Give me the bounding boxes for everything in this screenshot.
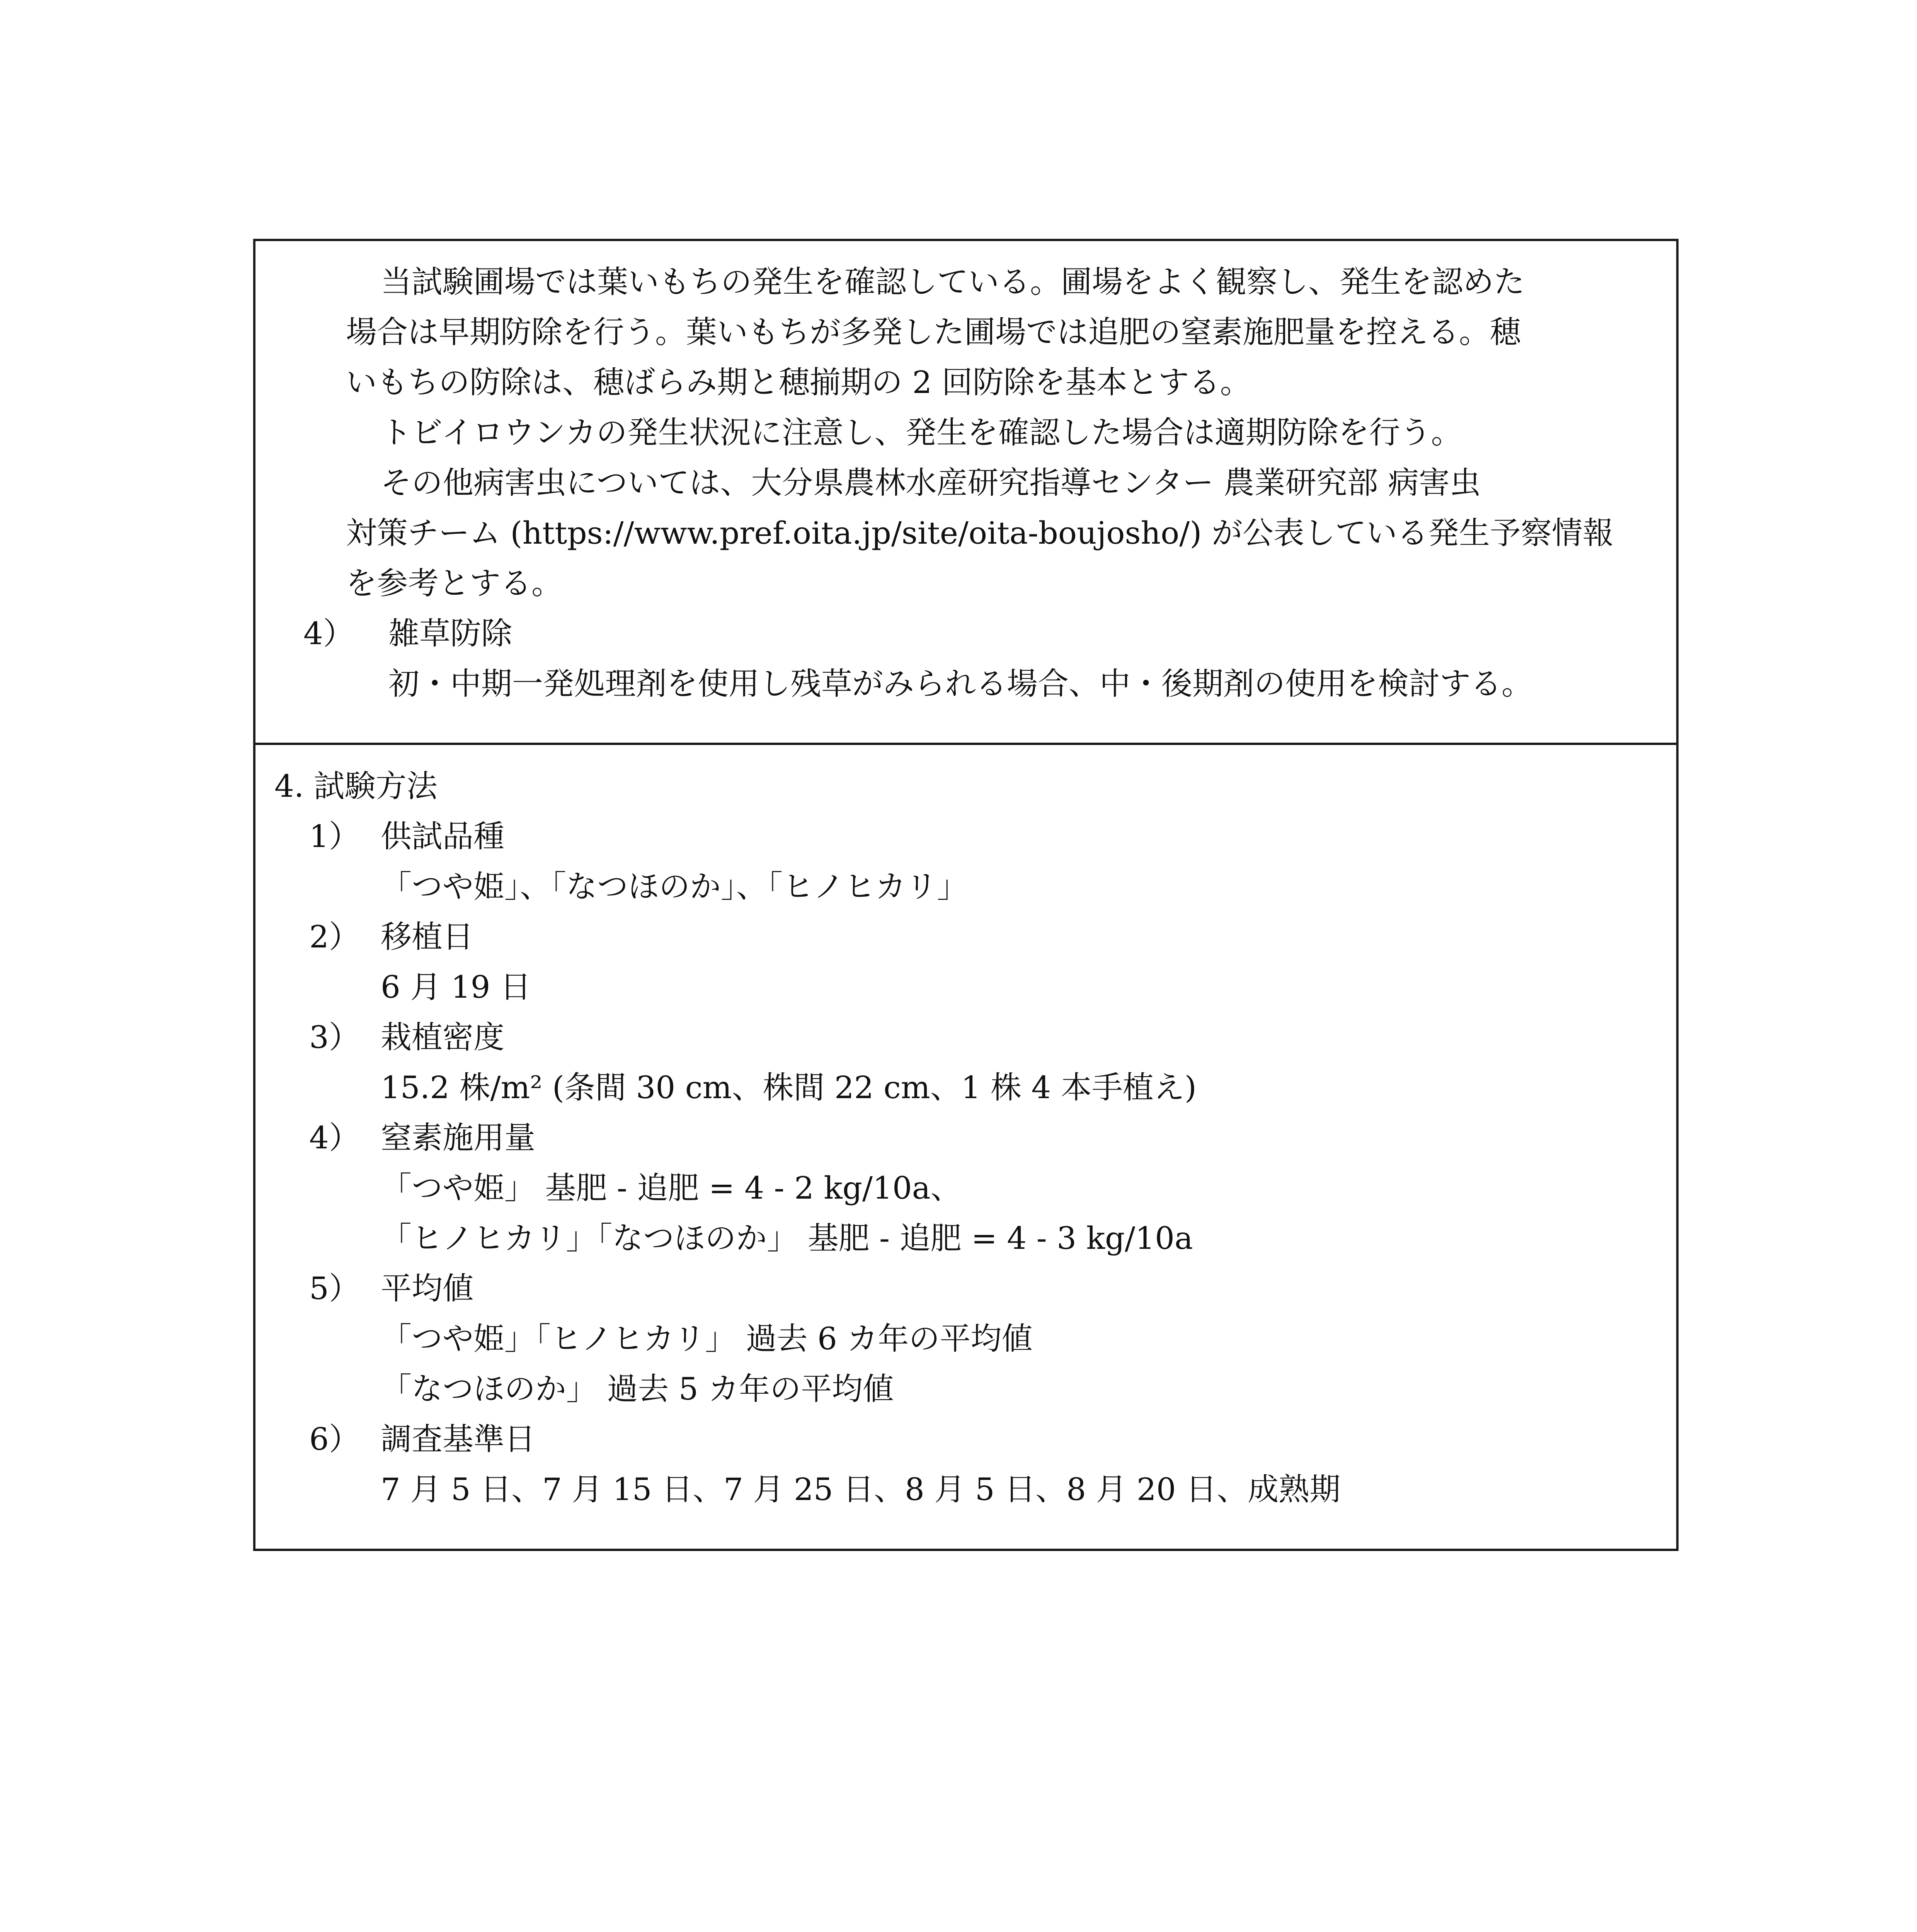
test-method-heading: 4. 試験方法: [274, 768, 438, 804]
weed-control-title: 雑草防除: [388, 616, 512, 651]
item-4-title: 窒素施用量: [381, 1120, 535, 1156]
paragraph-3-line-1: その他病害虫については、大分県農林水産研究指導センター 農業研究部 病害虫: [381, 465, 1481, 501]
item-4-value-2: 「ヒノヒカリ」「なつほのか」 基肥 - 追肥 = 4 - 3 kg/10a: [381, 1220, 1193, 1256]
item-4-value-1: 「つや姫」 基肥 - 追肥 = 4 - 2 kg/10a、: [381, 1170, 962, 1206]
weed-control-body: 初・中期一発処理剤を使用し残草がみられる場合、中・後期剤の使用を検討する。: [388, 666, 1532, 702]
paragraph-1-line-2: 場合は早期防除を行う。葉いもちが多発した圃場では追肥の窒素施肥量を控える。穂: [346, 314, 1521, 350]
paragraph-1-line-3: いもちの防除は、穂ばらみ期と穂揃期の 2 回防除を基本とする。: [346, 364, 1251, 400]
item-5-title: 平均値: [381, 1270, 473, 1306]
paragraph-3-line-3: を参考とする。: [346, 565, 562, 601]
item-6-value: 7 月 5 日、7 月 15 日、7 月 25 日、8 月 5 日、8 月 20 日、成熟期: [381, 1471, 1341, 1507]
item-6-title: 調査基準日: [381, 1421, 535, 1457]
paragraph-3-line-2: 対策チーム (https://www.pref.oita.jp/site/oita-boujosho/) が公表している発生予察情報: [346, 515, 1614, 551]
item-3-number: 3）: [309, 1019, 360, 1055]
item-1-number: 1）: [309, 818, 360, 854]
item-3-title: 栽植密度: [381, 1019, 504, 1055]
item-2-value: 6 月 19 日: [381, 969, 531, 1005]
item-2-number: 2）: [309, 919, 360, 955]
item-5-number: 5）: [309, 1270, 360, 1306]
item-6-number: 6）: [309, 1421, 360, 1457]
item-5-value-2: 「なつほのか」 過去 5 カ年の平均値: [381, 1371, 894, 1407]
item-2-title: 移植日: [381, 919, 473, 955]
item-1-value: 「つや姫」、「なつほのか」、「ヒノヒカリ」: [381, 869, 968, 905]
item-4-number: 4）: [309, 1120, 360, 1156]
paragraph-2: トビイロウンカの発生状況に注意し、発生を確認した場合は適期防除を行う。: [381, 415, 1462, 451]
item-5-value-1: 「つや姫」「ヒノヒカリ」 過去 6 カ年の平均値: [381, 1321, 1033, 1357]
item-3-value: 15.2 株/m² (条間 30 cm、株間 22 cm、1 株 4 本手植え): [381, 1070, 1197, 1105]
weed-control-number: 4）: [303, 616, 354, 651]
paragraph-1-line-1: 当試験圃場では葉いもちの発生を確認している。圃場をよく観察し、発生を認めた: [381, 264, 1525, 300]
item-1-title: 供試品種: [381, 818, 504, 854]
